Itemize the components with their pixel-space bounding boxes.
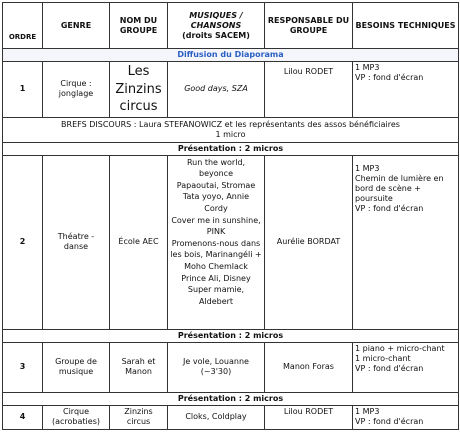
row-genre: Groupe de musique bbox=[43, 342, 110, 392]
row-musiques: Run the world, beyonce Papaoutai, Stromae Tata yoyo, Annie Cordy Cover me in sunshine, PINK Promenons-nous dans les bois, Marinangéli + Moho Chemlack Prince Ali, Disney Super mamie, Aldebert bbox=[168, 155, 265, 329]
row-musiques: Je vole, Louanne (~3'30) bbox=[168, 342, 265, 392]
besoin-item: 1 MP3 bbox=[355, 63, 380, 72]
header-musiques-line2: CHANSONS bbox=[190, 20, 242, 30]
discours-line2: 1 micro bbox=[215, 129, 246, 139]
row-genre: Cirque : jonglage bbox=[43, 62, 110, 118]
besoin-item: 1 MP3 bbox=[355, 163, 380, 173]
header-musiques bbox=[168, 3, 265, 49]
row-besoins bbox=[353, 405, 459, 429]
row-genre: Cirque (acrobaties) bbox=[43, 405, 110, 429]
header-genre: GENRE bbox=[43, 3, 110, 49]
table-row bbox=[3, 405, 459, 429]
row-musiques: Good days, SZA bbox=[168, 62, 265, 118]
besoin-item: 1 micro-chant bbox=[355, 353, 411, 363]
row-ordre: 1 bbox=[3, 62, 43, 118]
row-ordre: 2 bbox=[3, 155, 43, 329]
header-musiques-line1: MUSIQUES / bbox=[189, 10, 243, 20]
row-genre: Théatre - danse bbox=[43, 155, 110, 329]
row-besoins bbox=[353, 342, 459, 392]
besoin-item: VP : fond d'écran bbox=[355, 363, 424, 373]
header-responsable: RESPONSABLE DU GROUPE bbox=[265, 3, 353, 49]
besoin-item: VP : fond d'écran bbox=[355, 203, 424, 213]
diffusion-label: Diffusion du Diaporama bbox=[3, 49, 459, 62]
row-besoins bbox=[353, 62, 459, 118]
row-ordre: 3 bbox=[3, 342, 43, 392]
table-row bbox=[3, 155, 459, 329]
row-responsable: Manon Foras bbox=[265, 342, 353, 392]
presentation-label: Présentation : 2 micros bbox=[3, 329, 459, 342]
besoin-item: 1 piano + micro-chant bbox=[355, 343, 445, 353]
diffusion-row bbox=[3, 49, 459, 62]
table-row bbox=[3, 62, 459, 118]
row-nom: École AEC bbox=[110, 155, 168, 329]
presentation-row bbox=[3, 142, 459, 155]
header-nom: NOM DU GROUPE bbox=[110, 3, 168, 49]
presentation-row bbox=[3, 392, 459, 405]
header-ordre: ORDRE bbox=[3, 3, 43, 49]
row-responsable: Aurélie BORDAT bbox=[265, 155, 353, 329]
header-row bbox=[3, 3, 459, 49]
besoin-item: VP : fond d'écran bbox=[355, 416, 424, 426]
presentation-row bbox=[3, 329, 459, 342]
row-besoins bbox=[353, 155, 459, 329]
presentation-label: Présentation : 2 micros bbox=[3, 142, 459, 155]
header-musiques-line3: (droits SACEM) bbox=[182, 30, 250, 40]
table-row bbox=[3, 342, 459, 392]
discours-line1: BREFS DISCOURS : Laura STEFANOWICZ et les représentants des assos bénéficiaires bbox=[61, 119, 400, 129]
row-responsable: Lilou RODET bbox=[265, 62, 353, 118]
discours-row bbox=[3, 117, 459, 142]
presentation-label: Présentation : 2 micros bbox=[3, 392, 459, 405]
programme-table bbox=[2, 2, 459, 430]
row-musiques: Cloks, Coldplay bbox=[168, 405, 265, 429]
row-nom: Les Zinzins circus bbox=[110, 62, 168, 118]
row-nom: Zinzins circus bbox=[110, 405, 168, 429]
besoin-item: Chemin de lumière en bord de scène + poursuite bbox=[355, 173, 444, 203]
besoin-item: VP : fond d'écran bbox=[355, 73, 424, 82]
besoin-item: 1 MP3 bbox=[355, 406, 380, 416]
row-nom: Sarah et Manon bbox=[110, 342, 168, 392]
row-responsable: Lilou RODET bbox=[265, 405, 353, 429]
discours-cell bbox=[3, 117, 459, 142]
row-ordre: 4 bbox=[3, 405, 43, 429]
header-besoins: BESOINS TECHNIQUES bbox=[353, 3, 459, 49]
